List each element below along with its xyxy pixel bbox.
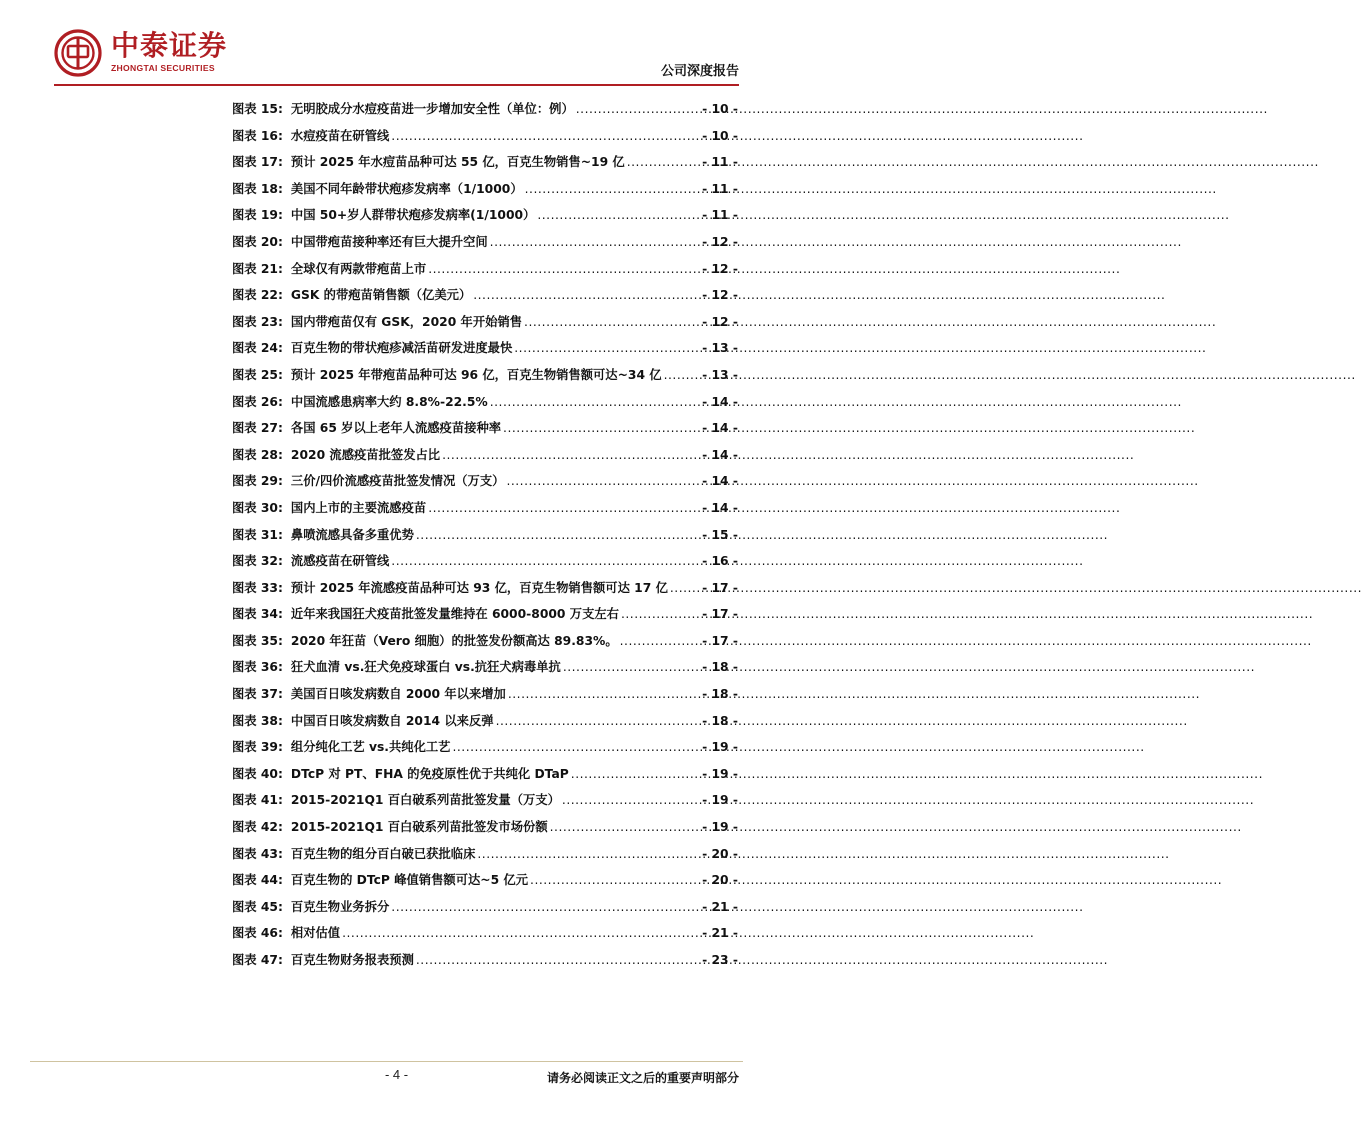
toc-leader-dots — [416, 528, 700, 542]
toc-leader-dots — [537, 208, 700, 222]
toc-entry[interactable] — [232, 205, 738, 232]
toc-entry-page: - 10 - — [702, 128, 738, 143]
toc-leader-dots — [391, 129, 700, 143]
toc-leader-dots — [416, 953, 700, 967]
toc-entry[interactable] — [232, 684, 738, 711]
toc-entry[interactable] — [232, 418, 738, 445]
toc-entry-page: - 10 - — [702, 102, 738, 116]
toc-entry-page: - 17 - — [702, 633, 738, 648]
toc-leader-dots — [620, 634, 700, 648]
toc-entry-label: 图表 24: — [232, 341, 283, 356]
toc-entry-label: 图表 29: — [232, 474, 283, 489]
toc-leader-dots — [490, 395, 700, 409]
toc-entry-page: - 16 - — [702, 554, 738, 569]
toc-entry-label: 图表 43: — [232, 846, 283, 861]
toc-entry-label: 图表 31: — [232, 527, 283, 542]
toc-entry[interactable] — [232, 471, 738, 498]
toc-leader-dots — [571, 767, 700, 781]
toc-entry-page: - 21 - — [702, 926, 738, 941]
toc-entry-label: 图表 16: — [232, 128, 283, 143]
toc-entry-title: 近年来我国狂犬疫苗批签发量维持在 6000-8000 万支左右 — [290, 607, 619, 622]
toc-entry-page: - 19 - — [702, 740, 738, 755]
toc-entry-label: 图表 17: — [232, 155, 283, 170]
toc-entry[interactable] — [232, 152, 738, 179]
toc-entry[interactable] — [232, 897, 738, 924]
toc-entry-label: 图表 39: — [232, 740, 283, 755]
toc-entry[interactable] — [232, 604, 738, 631]
toc-entry-page: - 12 - — [702, 234, 738, 249]
disclaimer: 请务必阅读正文之后的重要声明部分 — [546, 1071, 739, 1085]
toc-entry-title: 中国百日咳发病数自 2014 以来反弹 — [290, 713, 494, 728]
toc-entry-page: - 18 - — [702, 660, 738, 675]
toc-entry-label: 图表 20: — [232, 234, 283, 249]
toc-entry-title: 美国不同年龄带状疱疹发病率（1/1000） — [290, 181, 523, 196]
toc-entry-title: DTcP 对 PT、FHA 的免疫原性优于共纯化 DTaP — [290, 766, 569, 781]
toc-entry-page: - 14 - — [702, 500, 738, 515]
toc-entry-page: - 18 - — [702, 687, 738, 702]
toc-leader-dots — [473, 288, 700, 302]
toc-leader-dots — [576, 102, 700, 116]
toc-entry-label: 图表 21: — [232, 261, 283, 276]
toc-leader-dots — [562, 793, 700, 807]
toc-entry-title: 2020 流感疫苗批签发占比 — [290, 447, 441, 462]
toc-entry-page: - 19 - — [702, 820, 738, 835]
toc-entry-page: - 17 - — [702, 580, 738, 595]
toc-entry-label: 图表 45: — [232, 899, 283, 914]
toc-entry-label: 图表 46: — [232, 926, 283, 941]
zhongtai-logo-icon — [54, 29, 102, 77]
toc-entry-label: 图表 30: — [232, 500, 283, 515]
toc-entry-title: 国内带疱苗仅有 GSK，2020 年开始销售 — [290, 314, 523, 329]
toc-leader-dots — [550, 820, 700, 834]
toc-entry-title: 流感疫苗在研管线 — [290, 554, 390, 569]
toc-entry-page: - 20 - — [702, 873, 738, 888]
toc-entry-label: 图表 25: — [232, 367, 283, 382]
toc-entry[interactable] — [232, 657, 738, 684]
toc-entry-title: 全球仅有两款带疱苗上市 — [290, 261, 427, 276]
toc-entry-title: 中国带疱苗接种率还有巨大提升空间 — [290, 234, 488, 249]
toc-entry-label: 图表 40: — [232, 766, 283, 781]
toc-entry-title: 百克生物的组分百白破已获批临床 — [290, 846, 476, 861]
toc-entry-title: 预计 2025 年水痘苗品种可达 55 亿，百克生物销售~19 亿 — [290, 155, 625, 170]
toc-entry-page: - 12 - — [702, 288, 738, 303]
toc-leader-dots — [621, 607, 700, 621]
toc-entry-title: 国内上市的主要流感疫苗 — [290, 500, 427, 515]
toc-entry-title: 2015-2021Q1 百白破系列苗批签发市场份额 — [290, 820, 548, 835]
toc-leader-dots — [496, 714, 701, 728]
toc-leader-dots — [508, 687, 700, 701]
toc-entry-page: - 19 - — [702, 766, 738, 781]
toc-entry-label: 图表 36: — [232, 660, 283, 675]
toc-leader-dots — [525, 182, 700, 196]
toc-leader-dots — [428, 501, 700, 515]
toc-leader-dots — [452, 740, 700, 754]
toc-leader-dots — [664, 368, 701, 382]
toc-entry-title: 中国流感患病率大约 8.8%-22.5% — [290, 394, 488, 409]
toc-entry-page: - 14 - — [702, 447, 738, 462]
toc-entry-label: 图表 37: — [232, 687, 283, 702]
toc-leader-dots — [563, 660, 700, 674]
toc-entry-title: 百克生物业务拆分 — [290, 899, 390, 914]
toc-entry-page: - 14 - — [702, 474, 738, 489]
page-header — [0, 0, 793, 90]
toc-entry-title: 美国百日咳发病数自 2000 年以来增加 — [290, 687, 506, 702]
toc-entry-title: 狂犬血清 vs.狂犬免疫球蛋白 vs.抗狂犬病毒单抗 — [290, 660, 561, 675]
toc-entry[interactable] — [232, 259, 738, 286]
toc-entry-label: 图表 33: — [232, 580, 283, 595]
toc-entry-page: - 11 - — [702, 181, 738, 196]
toc-entry-title: 预计 2025 年带疱苗品种可达 96 亿，百克生物销售额可达~34 亿 — [290, 367, 662, 382]
toc-entry-label: 图表 38: — [232, 713, 283, 728]
toc-leader-dots — [670, 581, 700, 595]
toc-entry-page: - 23 - — [702, 953, 738, 967]
toc-leader-dots — [514, 341, 700, 355]
toc-entry[interactable] — [232, 950, 738, 977]
toc-entry-title: 中国 50+岁人群带状疱疹发病率(1/1000） — [290, 208, 536, 223]
toc-entry-label: 图表 15: — [232, 102, 283, 116]
toc-entry-page: - 20 - — [702, 846, 738, 861]
toc-entry[interactable] — [232, 578, 738, 605]
report-type: 公司深度报告 — [660, 64, 739, 79]
toc-entry[interactable] — [232, 631, 738, 658]
toc-leader-dots — [391, 554, 700, 568]
toc-entry-title: 百克生物的带状疱疹减活苗研发进度最快 — [290, 341, 513, 356]
toc-leader-dots — [503, 421, 700, 435]
toc-entry-label: 图表 28: — [232, 447, 283, 462]
logo-name-cn: 中泰证券 — [111, 29, 228, 62]
toc-entry[interactable] — [232, 870, 738, 897]
toc-entry-page: - 13 - — [702, 367, 738, 382]
toc-entry[interactable] — [232, 737, 738, 764]
toc-leader-dots — [506, 474, 700, 488]
toc-entry-title: 鼻喷流感具备多重优势 — [290, 527, 414, 542]
toc-entry[interactable] — [232, 365, 738, 392]
toc-entry-title: 组分纯化工艺 vs.共纯化工艺 — [290, 740, 451, 755]
toc-entry-title: 预计 2025 年流感疫苗品种可达 93 亿，百克生物销售额可达 17 亿 — [290, 580, 668, 595]
toc-entry[interactable] — [232, 711, 738, 738]
toc-entry-label: 图表 42: — [232, 820, 283, 835]
toc-entry-title: 相对估值 — [290, 926, 341, 941]
toc-entry[interactable] — [232, 312, 738, 339]
toc-entry-label: 图表 35: — [232, 633, 283, 648]
toc-entry-page: - 12 - — [702, 261, 738, 276]
toc-entry[interactable] — [232, 525, 738, 552]
toc-leader-dots — [530, 873, 700, 887]
toc-entry-page: - 21 - — [702, 899, 738, 914]
toc-leader-dots — [477, 847, 700, 861]
header-divider — [54, 84, 739, 86]
toc-entry-page: - 14 - — [702, 421, 738, 436]
toc-entry-page: - 18 - — [702, 713, 738, 728]
toc-entry[interactable] — [232, 232, 738, 259]
toc-entry[interactable] — [232, 923, 738, 950]
toc-leader-dots — [342, 926, 700, 940]
toc-entry-label: 图表 19: — [232, 208, 283, 223]
toc-leader-dots — [490, 235, 700, 249]
toc-leader-dots — [442, 448, 700, 462]
company-logo — [54, 29, 234, 77]
toc-entry-page: - 17 - — [702, 607, 738, 622]
toc-entry[interactable] — [232, 551, 738, 578]
toc-entry-label: 图表 32: — [232, 554, 283, 569]
toc-entry-label: 图表 22: — [232, 288, 283, 303]
toc-entry-label: 图表 27: — [232, 421, 283, 436]
logo-name-en: ZHONGTAI SECURITIES — [111, 63, 215, 73]
page-number: - 4 - — [384, 1067, 409, 1082]
toc-entry-title: 2015-2021Q1 百白破系列苗批签发量（万支） — [290, 793, 560, 808]
toc-entry-label: 图表 41: — [232, 793, 283, 808]
toc-entry[interactable] — [232, 179, 738, 206]
toc-entry-title: GSK 的带疱苗销售额（亿美元） — [290, 288, 472, 303]
toc-entry-title: 百克生物的 DTcP 峰值销售额可达~5 亿元 — [290, 873, 529, 888]
toc-entry-title: 2020 年狂苗（Vero 细胞）的批签发份额高达 89.83%。 — [290, 633, 618, 648]
toc-entry[interactable] — [232, 338, 738, 365]
toc-entry-page: - 14 - — [702, 394, 738, 409]
toc-entry-page: - 11 - — [702, 208, 738, 223]
toc-entry[interactable] — [232, 844, 738, 871]
toc-entry-page: - 11 - — [702, 155, 738, 170]
toc-entry-title: 各国 65 岁以上老年人流感疫苗接种率 — [290, 421, 502, 436]
toc-entry[interactable] — [232, 817, 738, 844]
toc-entry-label: 图表 18: — [232, 181, 283, 196]
toc-entry[interactable] — [232, 285, 738, 312]
toc-leader-dots — [524, 315, 700, 329]
toc-entry[interactable] — [232, 445, 738, 472]
toc-entry-label: 图表 44: — [232, 873, 283, 888]
toc-leader-dots — [391, 900, 700, 914]
toc-entry-title: 水痘疫苗在研管线 — [290, 128, 390, 143]
toc-entry[interactable] — [232, 498, 738, 525]
toc-entry[interactable] — [232, 99, 738, 126]
toc-leader-dots — [428, 262, 700, 276]
toc-entry[interactable] — [232, 790, 738, 817]
figure-list — [232, 99, 738, 977]
toc-entry-label: 图表 26: — [232, 394, 283, 409]
toc-entry-page: - 15 - — [702, 527, 738, 542]
toc-entry[interactable] — [232, 392, 738, 419]
toc-entry-page: - 13 - — [702, 341, 738, 356]
toc-entry[interactable] — [232, 764, 738, 791]
toc-entry-page: - 12 - — [702, 314, 738, 329]
toc-entry-title: 无明胶成分水痘疫苗进一步增加安全性（单位：例） — [290, 102, 574, 116]
toc-entry-title: 三价/四价流感疫苗批签发情况（万支） — [290, 474, 505, 489]
toc-leader-dots — [627, 155, 700, 169]
toc-entry-page: - 19 - — [702, 793, 738, 808]
footer-divider — [30, 1061, 743, 1062]
toc-entry-label: 图表 23: — [232, 314, 283, 329]
toc-entry-title: 百克生物财务报表预测 — [290, 953, 414, 967]
toc-entry-label: 图表 47: — [232, 953, 283, 967]
toc-entry-label: 图表 34: — [232, 607, 283, 622]
toc-entry[interactable] — [232, 126, 738, 153]
